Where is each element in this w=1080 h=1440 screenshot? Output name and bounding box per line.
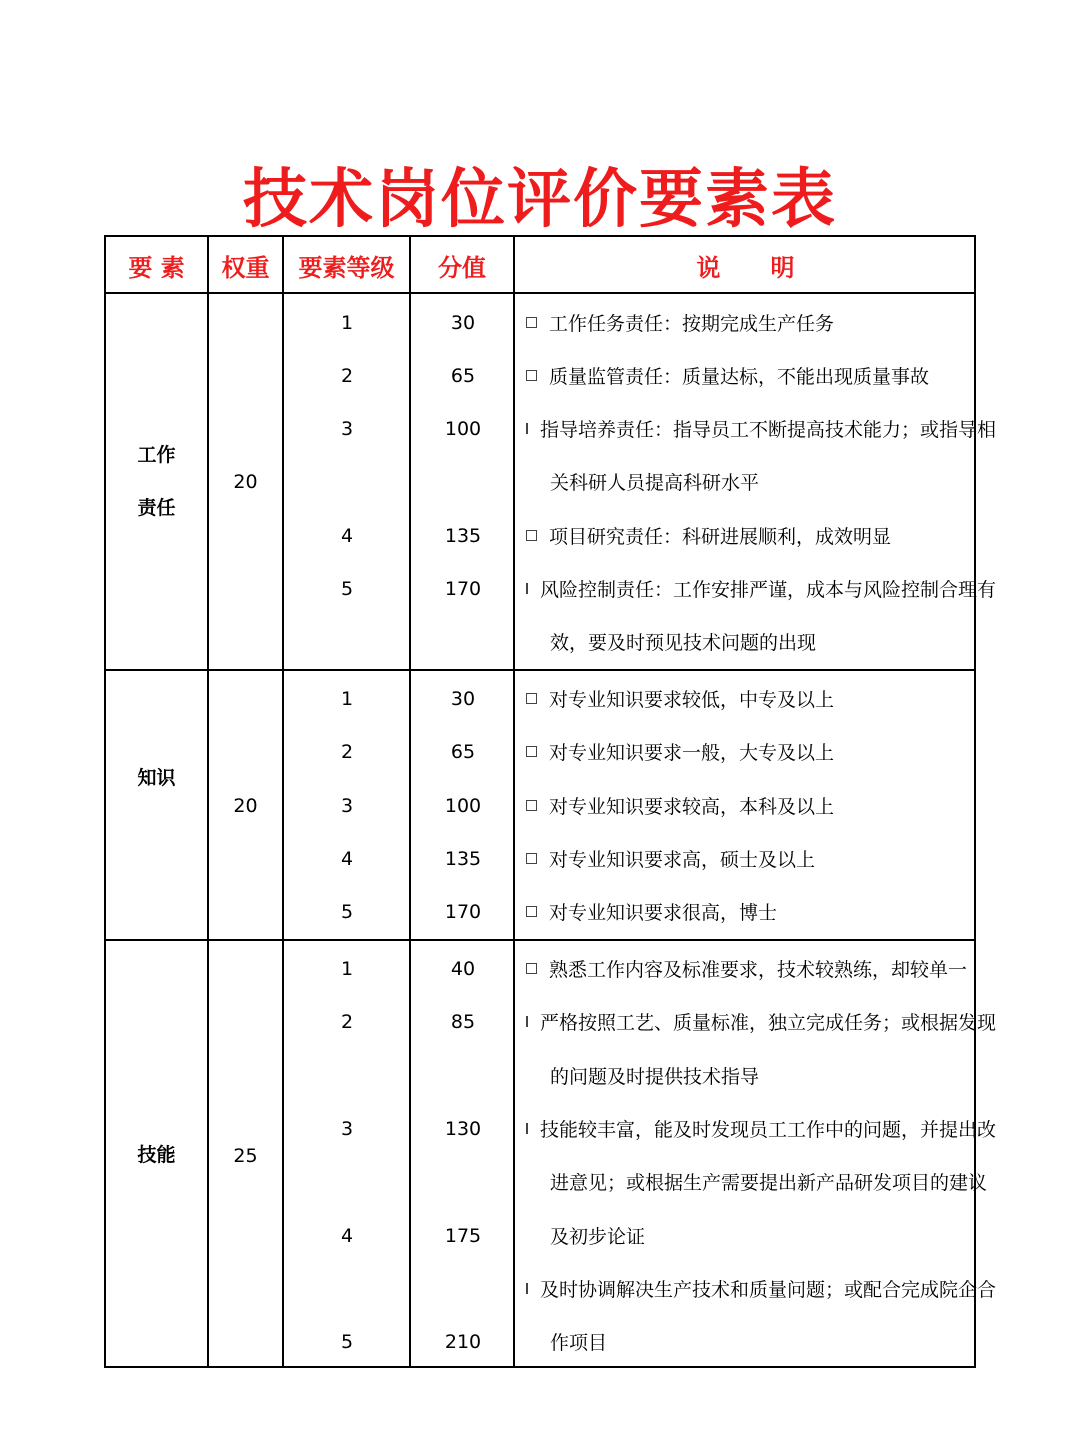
description-continuation: 作项目 xyxy=(550,1332,608,1354)
score-value: 170 xyxy=(444,900,482,923)
description-item: 对专业知识要求一般，大专及以上 xyxy=(524,725,972,778)
level-value: 1 xyxy=(340,957,354,980)
level-value: 3 xyxy=(340,794,354,817)
score-value: 175 xyxy=(444,1224,482,1247)
checkbox-icon xyxy=(526,746,537,757)
checkbox-icon xyxy=(526,693,537,704)
checkbox-icon xyxy=(526,370,537,381)
element-skill: 技能 xyxy=(137,1144,176,1166)
header-level: 要素等级 xyxy=(298,253,395,282)
checkbox-icon xyxy=(526,853,537,864)
description-item: 对专业知识要求很高，博士 xyxy=(524,885,972,938)
column-divider xyxy=(409,237,411,1366)
description-item: 质量监管责任：质量达标，不能出现质量事故 xyxy=(524,349,972,402)
description-continuation: 效，要及时预见技术问题的出现 xyxy=(550,632,817,654)
description-continuation: 的问题及时提供技术指导 xyxy=(550,1066,760,1088)
score-value: 210 xyxy=(444,1330,482,1353)
level-value: 4 xyxy=(340,524,354,547)
level-value: 5 xyxy=(340,1330,354,1353)
element-knowledge: 知识 xyxy=(137,767,176,789)
level-value: 3 xyxy=(340,1117,354,1140)
checkbox-icon xyxy=(526,1016,528,1027)
score-value: 85 xyxy=(450,1010,476,1033)
description-continuation: 及初步论证 xyxy=(550,1226,646,1248)
checkbox-icon xyxy=(526,800,537,811)
element-work-responsibility xyxy=(106,427,207,537)
description-item: 对专业知识要求较低，中专及以上 xyxy=(524,672,972,725)
weight-value: 20 xyxy=(233,794,258,817)
description-item: 指导培养责任：指导员工不断提高技术能力；或指导相 xyxy=(524,402,972,455)
level-value: 5 xyxy=(340,577,354,600)
level-value: 2 xyxy=(340,740,354,763)
description-item: 及时协调解决生产技术和质量问题；或配合完成院企合 xyxy=(524,1262,972,1315)
header-score: 分值 xyxy=(438,253,486,282)
checkbox-icon xyxy=(526,1283,528,1294)
checkbox-icon xyxy=(526,423,528,434)
score-value: 135 xyxy=(444,847,482,870)
score-value: 135 xyxy=(444,524,482,547)
checkbox-icon xyxy=(526,583,528,594)
level-value: 4 xyxy=(340,847,354,870)
level-value: 1 xyxy=(340,311,354,334)
description-item: 工作任务责任：按期完成生产任务 xyxy=(524,296,972,349)
column-divider xyxy=(282,237,284,1366)
score-value: 65 xyxy=(450,740,476,763)
score-value: 30 xyxy=(450,687,476,710)
description-continuation: 进意见；或根据生产需要提出新产品研发项目的建议 xyxy=(550,1172,988,1194)
element-label-line2: 责任 xyxy=(137,497,176,519)
weight-value: 25 xyxy=(233,1144,258,1167)
score-value: 30 xyxy=(450,311,476,334)
row-divider xyxy=(106,939,974,941)
score-value: 100 xyxy=(444,417,482,440)
checkbox-icon xyxy=(526,963,537,974)
level-value: 3 xyxy=(340,417,354,440)
checkbox-icon xyxy=(526,1123,528,1134)
checkbox-icon xyxy=(526,317,537,328)
description-item: 项目研究责任：科研进展顺利，成效明显 xyxy=(524,509,972,562)
score-value: 65 xyxy=(450,364,476,387)
evaluation-table xyxy=(104,235,997,1368)
row-divider xyxy=(106,669,974,671)
level-value: 5 xyxy=(340,900,354,923)
description-item: 风险控制责任：工作安排严谨，成本与风险控制合理有 xyxy=(524,562,972,615)
score-value: 130 xyxy=(444,1117,482,1140)
description-item: 对专业知识要求较高，本科及以上 xyxy=(524,779,972,832)
level-value: 1 xyxy=(340,687,354,710)
description-item: 熟悉工作内容及标准要求，技术较熟练，却较单一 xyxy=(524,942,972,995)
level-value: 2 xyxy=(340,364,354,387)
score-value: 40 xyxy=(450,957,476,980)
score-value: 170 xyxy=(444,577,482,600)
header-description: 说 明 xyxy=(696,253,795,282)
checkbox-icon xyxy=(526,530,537,541)
level-value: 4 xyxy=(340,1224,354,1247)
element-label-line1: 工作 xyxy=(137,444,176,466)
description-item: 技能较丰富，能及时发现员工工作中的问题，并提出改 xyxy=(524,1102,972,1155)
checkbox-icon xyxy=(526,906,537,917)
page-title: 技术岗位评价要素表 xyxy=(243,163,837,237)
description-item: 对专业知识要求高，硕士及以上 xyxy=(524,832,972,885)
description-item: 严格按照工艺、质量标准，独立完成任务；或根据发现 xyxy=(524,995,972,1048)
level-value: 2 xyxy=(340,1010,354,1033)
description-continuation: 关科研人员提高科研水平 xyxy=(550,472,760,494)
header-weight: 权重 xyxy=(221,253,270,282)
score-value: 100 xyxy=(444,794,482,817)
header-element: 要 素 xyxy=(128,253,185,282)
weight-value: 20 xyxy=(233,470,258,493)
